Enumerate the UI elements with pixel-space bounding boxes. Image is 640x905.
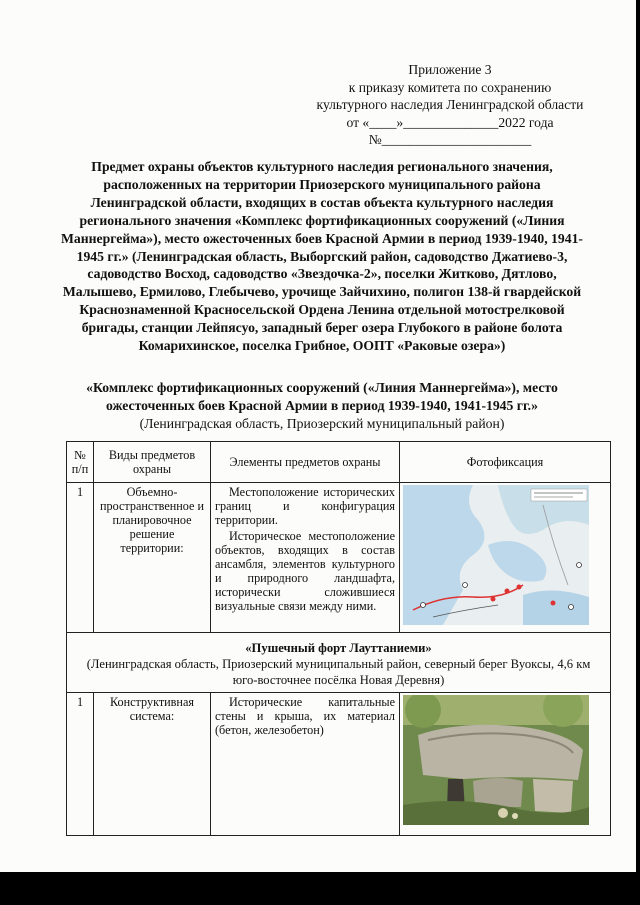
row-type: Объемно-пространственное и планировочное решение территории: xyxy=(94,483,211,633)
element-text: Историческое местоположение объектов, входящих в состав ансамбля, элементов культурного и природного ландшафта, исторически сложившиеся визуальные связи между ними. xyxy=(215,529,395,613)
section-title: «Пушечный форт Лауттаниеми» xyxy=(245,641,432,655)
table-header-row xyxy=(67,442,611,483)
section-row xyxy=(67,633,611,693)
appendix-line-1: Приложение 3 xyxy=(408,62,492,77)
section-location: (Ленинградская область, Приозерский муниципальный район, северный берег Вуоксы, 4,6 км юго-восточнее посёлка Новая Деревня) xyxy=(86,656,591,687)
row-number: 1 xyxy=(67,693,94,836)
header-elements: Элементы предметов охраны xyxy=(211,442,400,483)
row-elements xyxy=(211,693,400,836)
table-row xyxy=(67,693,611,836)
table-row xyxy=(67,483,611,633)
header-number: № п/п xyxy=(67,442,94,483)
header-type: Виды предметов охраны xyxy=(94,442,211,483)
element-text: Исторические капитальные стены и крыша, их материал (бетон, железобетон) xyxy=(215,695,395,738)
protection-table xyxy=(66,441,611,836)
document-title: Предмет охраны объектов культурного наследия регионального значения, расположенных на территории Приозерского муниципального района Ленинградской области, входящих в состав объекта культурного наследия регионального значения «Комплекс фортификационных сооружений («Линия Маннергейма»), место ожесточенных боев Красной Армии в период 1939-1940, 1941-1945 гг.» (Ленинградская область, Выборгский район, садоводство Джатиево-3, садоводство Восход, садоводство «Звездочка-2», поселки Житково, Дятлово, Малышево, Ермилово, Глебычево, урочище Зайчихино, полигон 138-й гвардейской Краснознаменной Красносельской Ордена Ленина отдельной мотострелковой бригады, станции Лейпясуо, западный берег озера Глубокого в районе болота Комарихинское, поселка Грибное, ООПТ «Раковые озера») xyxy=(61,159,583,354)
appendix-line-5: №______________________ xyxy=(368,132,532,147)
complex-heading xyxy=(58,379,586,433)
appendix-header xyxy=(300,61,600,149)
header-photo: Фотофиксация xyxy=(400,442,611,483)
map-image xyxy=(403,485,589,625)
complex-name: «Комплекс фортификационных сооружений («Линия Маннергейма»), место ожесточенных боев Красной Армии в период 1939-1940, 1941-1945 гг.» xyxy=(86,380,558,413)
appendix-line-3: культурного наследия Ленинградской области xyxy=(316,97,584,112)
element-text: Местоположение исторических границ и конфигурация территории. xyxy=(215,485,395,527)
fort-photo xyxy=(403,695,589,825)
appendix-line-4: от «____»______________2022 года xyxy=(346,114,554,130)
photo-cell xyxy=(400,693,611,836)
complex-location: (Ленинградская область, Приозерский муниципальный район) xyxy=(139,415,505,431)
appendix-line-2: к приказу комитета по сохранению xyxy=(348,79,552,95)
row-elements xyxy=(211,483,400,633)
row-number: 1 xyxy=(67,483,94,633)
section-heading xyxy=(67,633,611,693)
photo-cell xyxy=(400,483,611,633)
row-type: Конструктивная система: xyxy=(94,693,211,836)
